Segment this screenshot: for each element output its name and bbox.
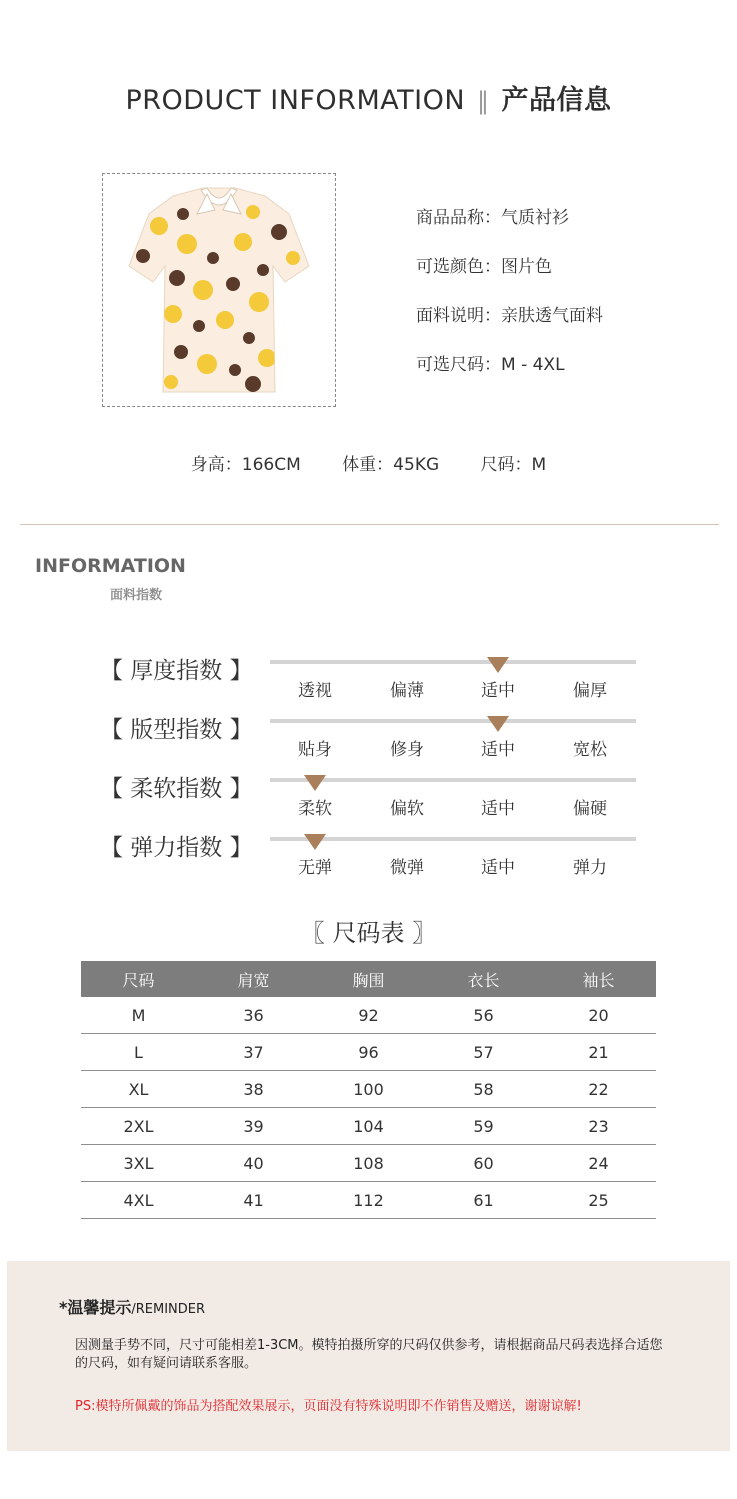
- index-marker: [304, 834, 326, 850]
- index-track: [270, 660, 636, 664]
- title-en: PRODUCT INFORMATION: [125, 85, 466, 116]
- table-cell: 60: [426, 1145, 541, 1182]
- table-cell: 57: [426, 1034, 541, 1071]
- product-photo: [102, 173, 336, 407]
- index-label: 【 版型指数 】: [100, 717, 253, 743]
- index-marker: [487, 716, 509, 732]
- table-cell: 96: [311, 1034, 426, 1071]
- table-cell: 36: [196, 997, 311, 1034]
- table-cell: 21: [541, 1034, 656, 1071]
- spec-name: 商品品称：气质衬衫: [416, 208, 569, 228]
- index-softness: [0, 770, 737, 828]
- table-cell: 104: [311, 1108, 426, 1145]
- index-track: [270, 778, 636, 782]
- table-cell: M: [81, 997, 196, 1034]
- floral-shirt-photo: [103, 174, 335, 406]
- index-option: 无弹: [298, 858, 332, 878]
- index-option: 贴身: [298, 740, 332, 760]
- table-cell: L: [81, 1034, 196, 1071]
- table-cell: XL: [81, 1071, 196, 1108]
- index-option: 偏硬: [573, 799, 607, 819]
- table-cell: 38: [196, 1071, 311, 1108]
- model-weight: 体重：45KG: [342, 455, 440, 475]
- table-cell: 40: [196, 1145, 311, 1182]
- table-cell: 92: [311, 997, 426, 1034]
- reminder-title: *温馨提示/REMINDER: [59, 1298, 206, 1317]
- size-chart-title: 〖 尺码表 〗: [300, 919, 437, 947]
- table-cell: 100: [311, 1071, 426, 1108]
- table-cell: 112: [311, 1182, 426, 1219]
- table-cell: 22: [541, 1071, 656, 1108]
- index-option: 微弹: [390, 858, 424, 878]
- table-row: [81, 1108, 656, 1145]
- index-thickness: [0, 652, 737, 710]
- information-title: INFORMATION: [35, 555, 186, 577]
- table-cell: 108: [311, 1145, 426, 1182]
- spec-fabric: 面料说明：亲肤透气面料: [416, 306, 603, 326]
- table-cell: 39: [196, 1108, 311, 1145]
- column-header: 尺码: [81, 961, 196, 997]
- index-option: 适中: [481, 858, 515, 878]
- table-cell: 58: [426, 1071, 541, 1108]
- table-cell: 25: [541, 1182, 656, 1219]
- reminder-ps: PS:模特所佩戴的饰品为搭配效果展示，页面没有特殊说明即不作销售及赠送，谢谢谅解!: [75, 1399, 582, 1414]
- table-cell: 56: [426, 997, 541, 1034]
- table-cell: 37: [196, 1034, 311, 1071]
- table-row: [81, 1182, 656, 1219]
- table-cell: 2XL: [81, 1108, 196, 1145]
- title-separator: ‖: [477, 87, 490, 115]
- table-cell: 41: [196, 1182, 311, 1219]
- table-row: [81, 1034, 656, 1071]
- index-option: 偏厚: [573, 681, 607, 701]
- index-option: 柔软: [298, 799, 332, 819]
- index-option: 宽松: [573, 740, 607, 760]
- table-cell: 20: [541, 997, 656, 1034]
- column-header: 胸围: [311, 961, 426, 997]
- index-option: 透视: [298, 681, 332, 701]
- table-cell: 23: [541, 1108, 656, 1145]
- index-track: [270, 719, 636, 723]
- index-option: 弹力: [573, 858, 607, 878]
- index-option: 适中: [481, 799, 515, 819]
- table-cell: 3XL: [81, 1145, 196, 1182]
- table-cell: 24: [541, 1145, 656, 1182]
- reminder-text: 因测量手势不同，尺寸可能相差1-3CM。模特拍摄所穿的尺码仅供参考，请根据商品尺码表选择合适您的尺码，如有疑问请联系客服。: [75, 1338, 663, 1371]
- index-option: 修身: [390, 740, 424, 760]
- index-marker: [304, 775, 326, 791]
- title-cn: 产品信息: [501, 85, 612, 116]
- table-row: [81, 1145, 656, 1182]
- information-subtitle: 面料指数: [110, 588, 163, 603]
- size-chart-table: [81, 961, 656, 1219]
- column-header: 袖长: [541, 961, 656, 997]
- index-option: 适中: [481, 681, 515, 701]
- index-option: 偏软: [390, 799, 424, 819]
- reminder-box: [7, 1261, 730, 1451]
- column-header: 衣长: [426, 961, 541, 997]
- section-divider: [20, 524, 719, 525]
- table-row: [81, 997, 656, 1034]
- index-label: 【 厚度指数 】: [100, 658, 253, 684]
- spec-size: 可选尺码：M - 4XL: [416, 355, 565, 375]
- model-info: [0, 450, 737, 475]
- table-cell: 61: [426, 1182, 541, 1219]
- column-header: 肩宽: [196, 961, 311, 997]
- index-track: [270, 837, 636, 841]
- index-elasticity: [0, 829, 737, 887]
- table-header-row: [81, 961, 656, 997]
- model-size: 尺码：M: [480, 455, 547, 475]
- index-label: 【 柔软指数 】: [100, 776, 253, 802]
- table-cell: 4XL: [81, 1182, 196, 1219]
- index-label: 【 弹力指数 】: [100, 835, 253, 861]
- index-option: 偏薄: [390, 681, 424, 701]
- spec-color: 可选颜色：图片色: [416, 257, 552, 277]
- index-marker: [487, 657, 509, 673]
- table-cell: 59: [426, 1108, 541, 1145]
- model-height: 身高：166CM: [190, 455, 301, 475]
- index-fit: [0, 711, 737, 769]
- product-specs: [416, 206, 603, 402]
- page-title: [0, 78, 737, 117]
- index-option: 适中: [481, 740, 515, 760]
- table-row: [81, 1071, 656, 1108]
